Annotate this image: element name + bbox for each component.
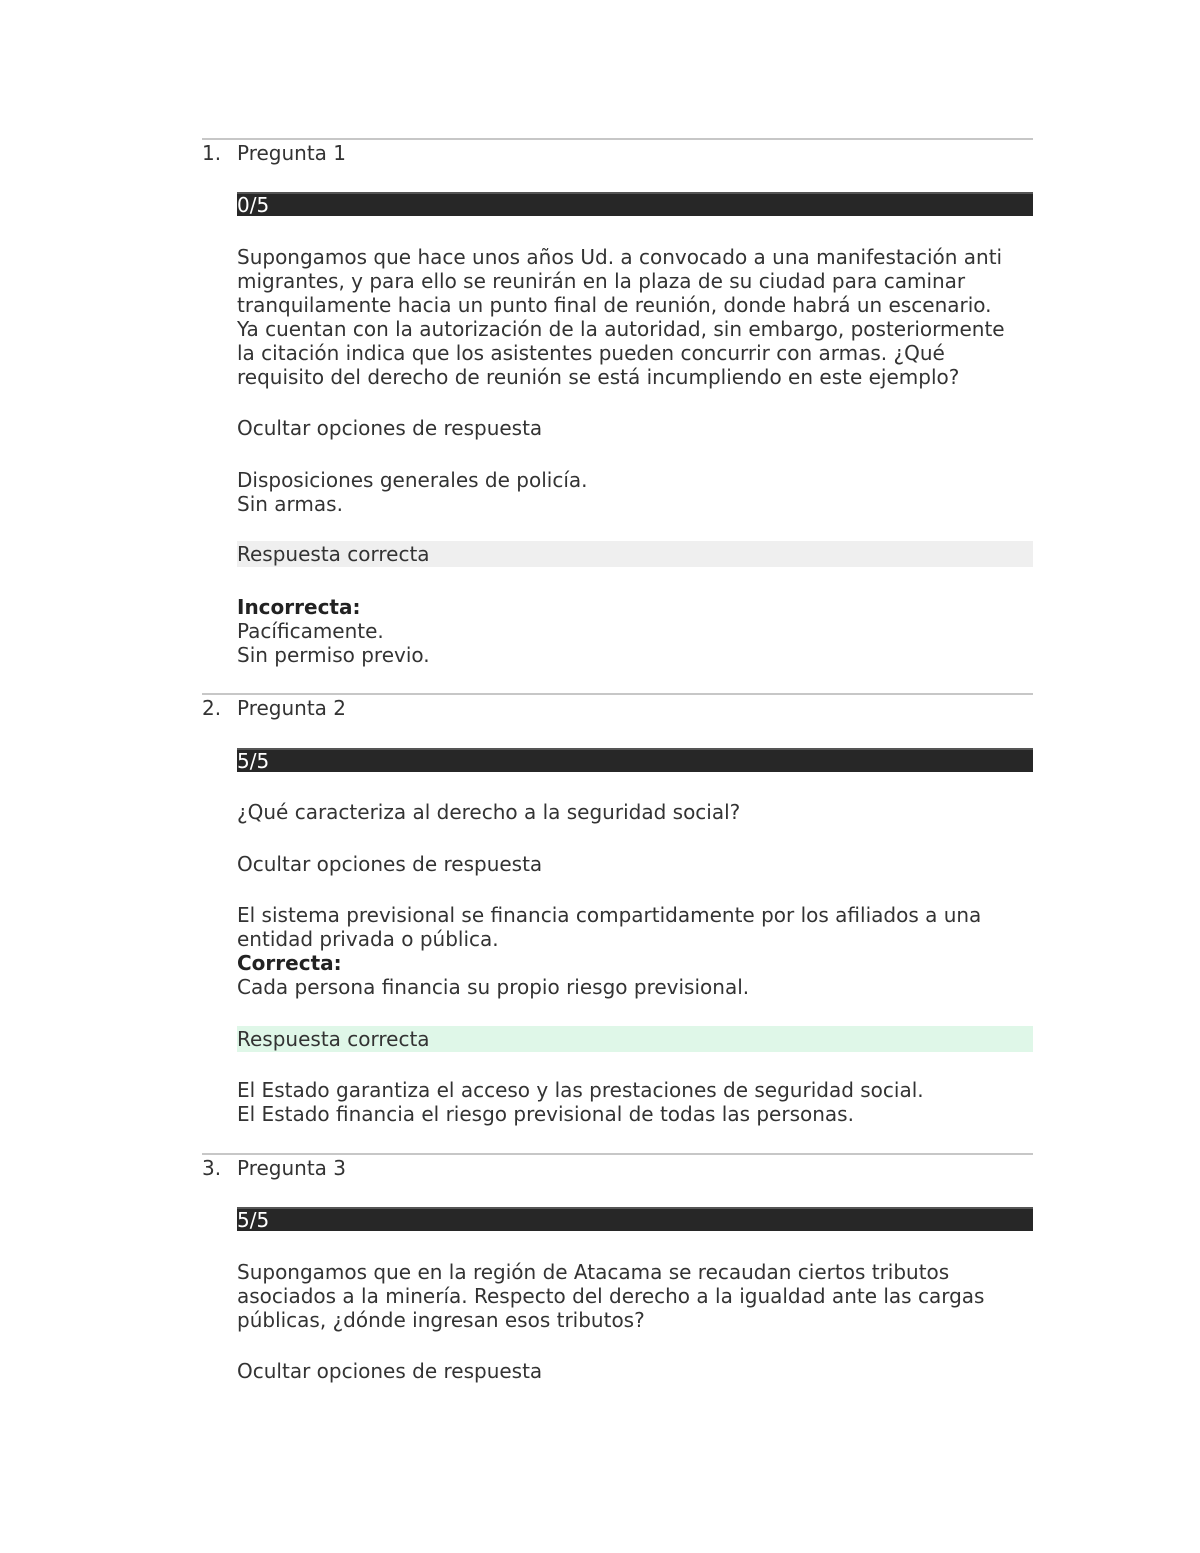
question-number: 2. xyxy=(202,696,222,720)
score-bar: 5/5 xyxy=(237,1207,1033,1231)
hide-options-link[interactable]: Ocultar opciones de respuesta xyxy=(237,1359,543,1383)
answer-option-selected: Cada persona financia su propio riesgo previsional. xyxy=(237,975,750,999)
answer-option: entidad privada o pública. xyxy=(237,927,499,951)
score-bar: 5/5 xyxy=(237,748,1033,772)
answer-option: El sistema previsional se financia compartidamente por los afiliados a una xyxy=(237,903,982,927)
question-number: 1. xyxy=(202,141,222,165)
question-prompt-line: requisito del derecho de reunión se está incumpliendo en este ejemplo? xyxy=(237,365,960,389)
question-prompt-line: públicas, ¿dónde ingresan esos tributos? xyxy=(237,1308,645,1332)
answer-option: Disposiciones generales de policía. xyxy=(237,468,588,492)
answer-option: Sin permiso previo. xyxy=(237,643,430,667)
hide-options-link[interactable]: Ocultar opciones de respuesta xyxy=(237,852,543,876)
answer-option: El Estado garantiza el acceso y las prestaciones de seguridad social. xyxy=(237,1078,924,1102)
correct-answer-band: Respuesta correcta xyxy=(237,541,1033,567)
question-prompt-line: Supongamos que en la región de Atacama se recaudan ciertos tributos xyxy=(237,1260,950,1284)
score-bar: 0/5 xyxy=(237,192,1033,216)
answer-option: El Estado financia el riesgo previsional de todas las personas. xyxy=(237,1102,854,1126)
question-title: Pregunta 1 xyxy=(237,141,347,165)
question-separator xyxy=(202,693,1033,695)
correct-marker: Correcta: xyxy=(237,951,342,975)
hide-options-link[interactable]: Ocultar opciones de respuesta xyxy=(237,416,543,440)
question-title: Pregunta 3 xyxy=(237,1156,347,1180)
question-separator xyxy=(202,138,1033,140)
question-title: Pregunta 2 xyxy=(237,696,347,720)
question-prompt-line: ¿Qué caracteriza al derecho a la seguridad social? xyxy=(237,800,741,824)
incorrect-marker: Incorrecta: xyxy=(237,595,361,619)
question-prompt-line: Ya cuentan con la autorización de la autoridad, sin embargo, posteriormente xyxy=(237,317,1005,341)
question-prompt-line: migrantes, y para ello se reunirán en la plaza de su ciudad para caminar xyxy=(237,269,966,293)
answer-option: Pacíficamente. xyxy=(237,619,384,643)
correct-answer-band: Respuesta correcta xyxy=(237,1026,1033,1052)
question-separator xyxy=(202,1153,1033,1155)
question-prompt-line: la citación indica que los asistentes pueden concurrir con armas. ¿Qué xyxy=(237,341,945,365)
question-prompt-line: tranquilamente hacia un punto final de reunión, donde habrá un escenario. xyxy=(237,293,992,317)
question-number: 3. xyxy=(202,1156,222,1180)
answer-option: Sin armas. xyxy=(237,492,343,516)
question-prompt-line: asociados a la minería. Respecto del derecho a la igualdad ante las cargas xyxy=(237,1284,985,1308)
question-prompt-line: Supongamos que hace unos años Ud. a convocado a una manifestación anti xyxy=(237,245,1003,269)
